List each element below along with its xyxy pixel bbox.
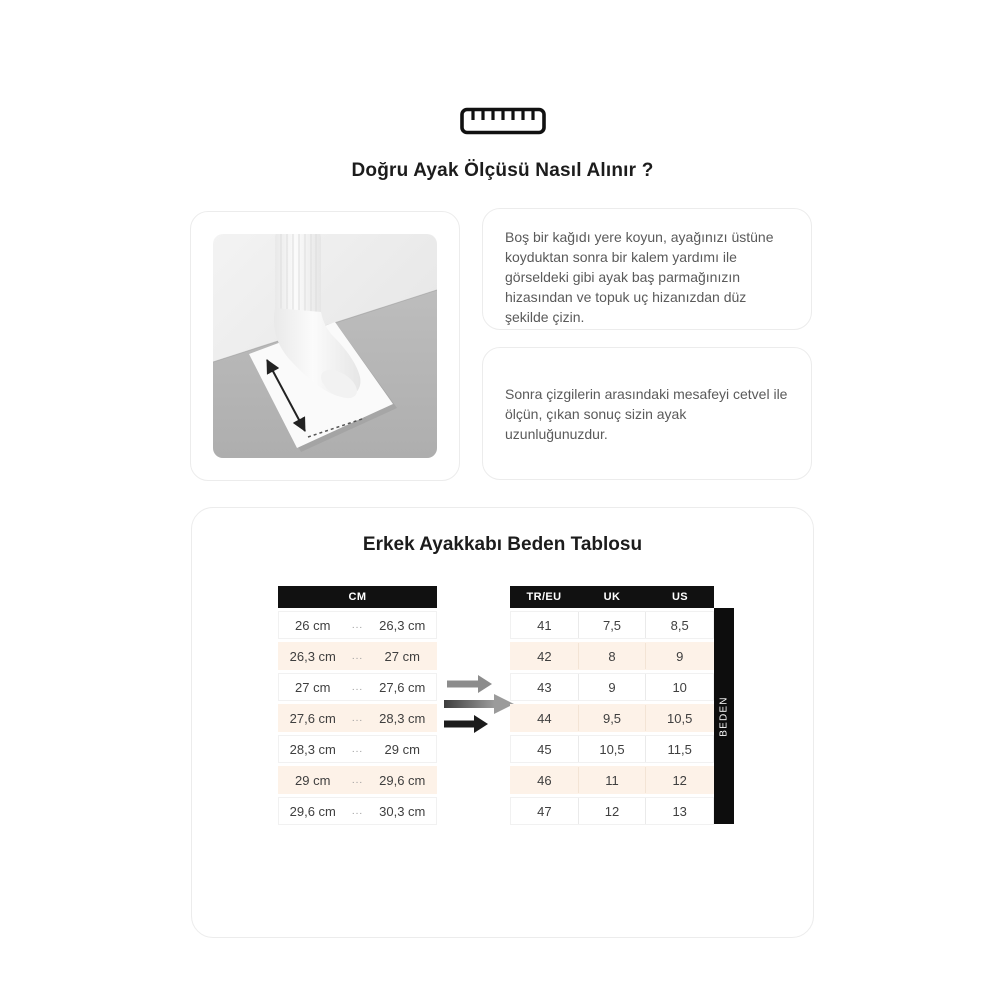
beden-label: BEDEN xyxy=(718,695,730,737)
size-cell-uk: 7,5 xyxy=(578,612,646,638)
size-cell-treu: 46 xyxy=(537,772,552,788)
size-table-row xyxy=(510,766,714,794)
size-table xyxy=(510,586,714,828)
foot-measurement-photo xyxy=(213,234,437,458)
cm-range-to: 27,6 cm xyxy=(379,679,426,695)
instruction-text-step1: Boş bir kağıdı yere koyun, ayağınızı üstüne koyduktan sonra bir kalem yardımı ile görseldeki gibi ayak baş parmağınızın hizasından ve topuk uç hizanızdan düz şekilde çizin. xyxy=(505,229,774,325)
cm-table-row xyxy=(278,766,437,794)
size-cell-us: 10,5 xyxy=(645,705,713,731)
cm-table-row xyxy=(278,735,437,763)
size-cell-uk: 8 xyxy=(578,643,646,669)
beden-side-bar xyxy=(714,608,734,824)
size-cell-treu: 43 xyxy=(537,679,552,695)
size-header-uk: UK xyxy=(603,591,621,603)
size-table-row xyxy=(510,673,714,701)
measurement-photo-card xyxy=(190,211,460,481)
cm-range-to: 29 cm xyxy=(384,741,420,757)
cm-header-label: CM xyxy=(348,591,367,603)
size-cell-us: 9 xyxy=(645,643,713,669)
size-cell-us: 12 xyxy=(645,767,713,793)
size-cell-uk: 9 xyxy=(578,674,646,700)
size-table-header xyxy=(510,586,714,608)
range-separator: ... xyxy=(351,650,364,662)
size-cell-us: 8,5 xyxy=(645,612,713,638)
cm-table-row xyxy=(278,611,437,639)
ruler-icon-wrap xyxy=(190,106,815,136)
size-cell-treu: 47 xyxy=(537,803,552,819)
cm-range-to: 26,3 cm xyxy=(379,617,426,633)
size-table-row xyxy=(510,797,714,825)
size-table-row xyxy=(510,735,714,763)
cm-table-row xyxy=(278,673,437,701)
size-header-treu: TR/EU xyxy=(526,591,562,603)
size-table-row xyxy=(510,611,714,639)
instruction-text-step2: Sonra çizgilerin arasındaki mesafeyi cetvel ile ölçün, çıkan sonuç sizin ayak uzunluğunuzdur. xyxy=(505,385,788,442)
cm-range-from: 28,3 cm xyxy=(289,741,336,757)
size-chart-title: Erkek Ayakkabı Beden Tablosu xyxy=(362,534,643,555)
conversion-arrows-icon xyxy=(444,674,514,734)
cm-table-header xyxy=(278,586,437,608)
range-separator: ... xyxy=(351,619,364,631)
cm-range-from: 29 cm xyxy=(295,772,331,788)
range-separator: ... xyxy=(351,774,364,786)
size-cell-treu: 41 xyxy=(537,617,552,633)
cm-table-row xyxy=(278,642,437,670)
instruction-card-step1 xyxy=(482,208,812,330)
cm-range-from: 27,6 cm xyxy=(289,710,336,726)
size-cell-uk: 12 xyxy=(578,798,646,824)
cm-range-from: 29,6 cm xyxy=(289,803,336,819)
cm-range-from: 26 cm xyxy=(295,617,331,633)
range-separator: ... xyxy=(351,712,364,724)
size-cell-us: 11,5 xyxy=(645,736,713,762)
size-cell-uk: 10,5 xyxy=(578,736,646,762)
size-cell-us: 10 xyxy=(645,674,713,700)
page-title: Doğru Ayak Ölçüsü Nasıl Alınır ? xyxy=(351,160,654,181)
cm-range-to: 30,3 cm xyxy=(379,803,426,819)
size-cell-us: 13 xyxy=(645,798,713,824)
content-column xyxy=(190,0,815,1000)
size-table-row xyxy=(510,642,714,670)
cm-range-from: 27 cm xyxy=(295,679,331,695)
size-chart-card xyxy=(191,507,814,938)
size-header-us: US xyxy=(671,591,689,603)
size-cell-uk: 11 xyxy=(578,767,646,793)
size-cell-treu: 45 xyxy=(537,741,552,757)
cm-table xyxy=(278,586,437,828)
instruction-card-step2 xyxy=(482,347,812,480)
ruler-icon xyxy=(459,106,547,136)
range-separator: ... xyxy=(351,681,364,693)
cm-table-row xyxy=(278,797,437,825)
range-separator: ... xyxy=(351,805,364,817)
size-cell-treu: 44 xyxy=(537,710,552,726)
size-cell-treu: 42 xyxy=(537,648,552,664)
cm-table-row xyxy=(278,704,437,732)
cm-range-to: 27 cm xyxy=(384,648,420,664)
cm-range-from: 26,3 cm xyxy=(289,648,336,664)
cm-range-to: 28,3 cm xyxy=(379,710,426,726)
range-separator: ... xyxy=(351,743,364,755)
cm-range-to: 29,6 cm xyxy=(379,772,426,788)
size-cell-uk: 9,5 xyxy=(578,705,646,731)
size-table-row xyxy=(510,704,714,732)
